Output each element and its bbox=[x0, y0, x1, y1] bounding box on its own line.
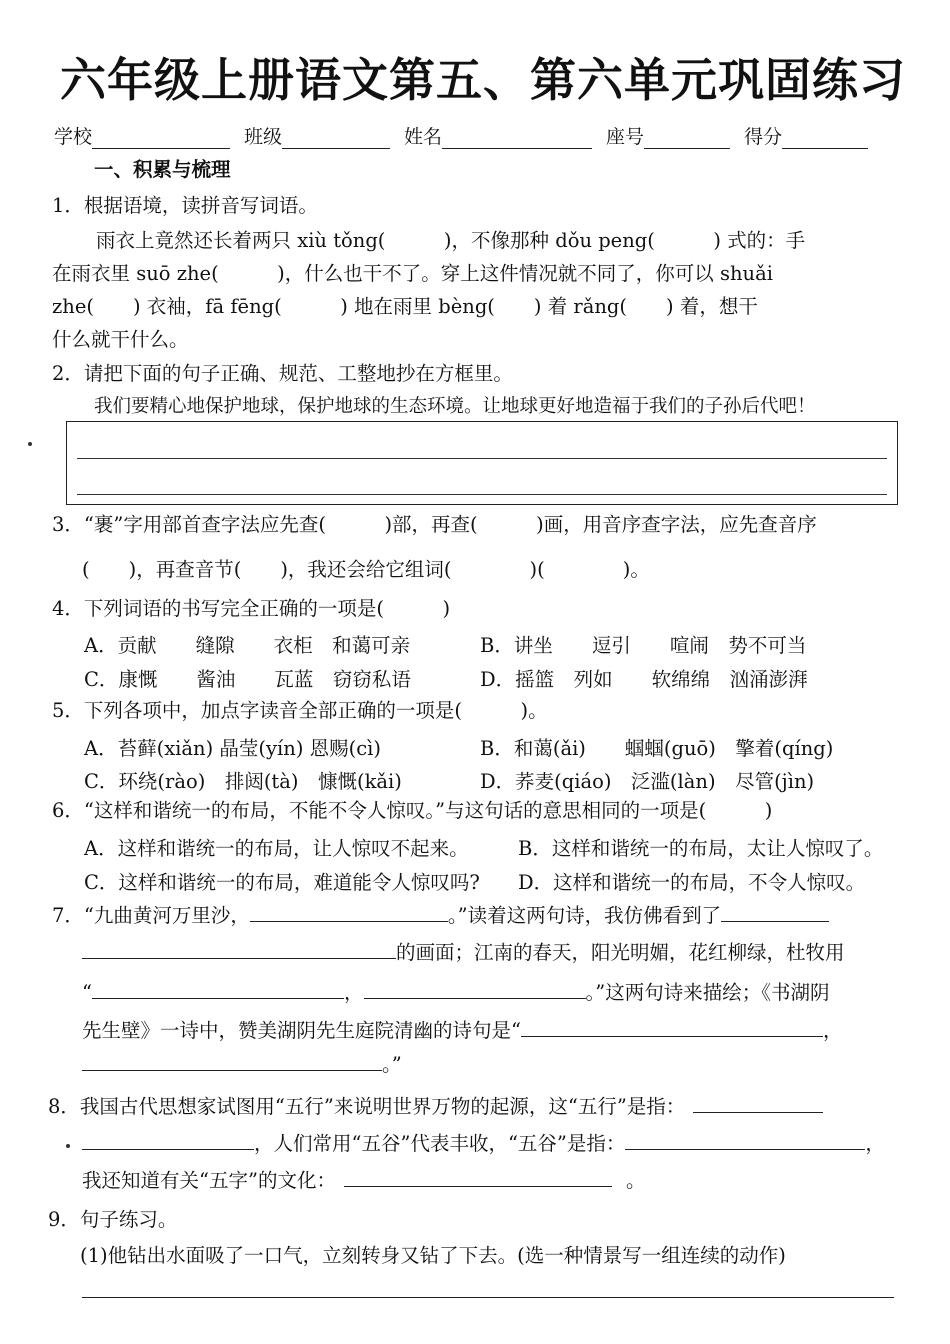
q1-line-1: 雨衣上竟然还长着两只 xiù tǒng( )，不像那种 dǒu peng( ) 式的：手 bbox=[96, 229, 806, 252]
q2-stem: 2．请把下面的句子正确、规范、工整地抄在方框里。 bbox=[52, 362, 513, 385]
seat-field[interactable] bbox=[644, 130, 730, 149]
q9-stem: 9．句子练习。 bbox=[48, 1208, 178, 1231]
q5-stem: 5．下列各项中，加点字读音全部正确的一项是( )。 bbox=[52, 699, 548, 722]
q3-line-1: 3．“裹”字用部首查字法应先查( )部，再查( )画，用音序查字法，应先查音序 bbox=[52, 513, 817, 536]
q5-option-d[interactable]: D．荞麦(qiáo) 泛滥(làn) 尽管(jìn) bbox=[480, 770, 815, 793]
copy-box[interactable] bbox=[66, 421, 898, 505]
margin-dot-2 bbox=[66, 1144, 70, 1148]
q7-text-3a: “ bbox=[82, 981, 92, 1004]
q8-line-2 bbox=[82, 1131, 932, 1155]
q7-blank-4[interactable] bbox=[92, 980, 344, 999]
student-info-row bbox=[54, 122, 904, 149]
q7-text-2: 的画面；江南的春天，阳光明媚，花红柳绿，杜牧用 bbox=[396, 941, 845, 964]
q9-answer-line[interactable] bbox=[82, 1297, 894, 1298]
q7-text-1a: 7．“九曲黄河万里沙， bbox=[52, 904, 250, 927]
q7-text-4b: ， bbox=[822, 1019, 843, 1042]
q7-text-3c: 。”这两句诗来描绘；《书湖阴 bbox=[585, 981, 830, 1004]
q7-blank-5[interactable] bbox=[364, 980, 586, 999]
q7-line-4 bbox=[82, 1018, 932, 1042]
q7-text-4a: 先生壁》一诗中，赞美湖阴先生庭院清幽的诗句是“ bbox=[82, 1019, 521, 1042]
q7-text-1b: 。”读着这两句诗，我仿佛看到了 bbox=[447, 904, 722, 927]
q4-stem: 4．下列词语的书写完全正确的一项是( ) bbox=[52, 597, 451, 620]
q5-option-b[interactable]: B．和蔼(ǎi) 蝈蝈(guō) 擎着(qíng) bbox=[480, 737, 834, 760]
q4-option-c[interactable]: C．康慨 酱油 瓦蓝 窃窃私语 bbox=[84, 668, 411, 691]
page-title: 六年级上册语文第五、第六单元巩固练习 bbox=[60, 53, 906, 107]
q8-blank-3[interactable] bbox=[625, 1131, 865, 1150]
q7-blank-1[interactable] bbox=[250, 903, 448, 922]
q7-line-3 bbox=[82, 980, 932, 1004]
q7-blank-2[interactable] bbox=[721, 903, 829, 922]
q5-option-c[interactable]: C．环绕(rào) 排闼(tà) 慷慨(kǎi) bbox=[84, 770, 402, 793]
q8-text-3b: 。 bbox=[625, 1169, 646, 1192]
q8-text-3a: 我还知道有关“五字”的文化： bbox=[82, 1169, 336, 1192]
q6-option-d[interactable]: D．这样和谐统一的布局，不令人惊叹。 bbox=[518, 871, 866, 894]
q8-blank-2[interactable] bbox=[82, 1131, 254, 1150]
q1-line-3: zhe( ) 衣袖，fā fēng( ) 地在雨里 bèng( ) 着 rǎng( ) 着，想干 bbox=[52, 295, 758, 318]
q6-option-a[interactable]: A．这样和谐统一的布局，让人惊叹不起来。 bbox=[84, 837, 469, 860]
q4-option-a[interactable]: A．贡献 缝隙 衣柜 和蔼可亲 bbox=[84, 634, 411, 657]
q9-sentence-1: (1)他钻出水面吸了一口气，立刻转身又钻了下去。(选一种情景写一组连续的动作) bbox=[80, 1244, 786, 1267]
q7-text-3b: ， bbox=[343, 981, 364, 1004]
q7-line-2 bbox=[82, 940, 932, 964]
q2-sentence: 我们要精心地保护地球，保护地球的生态环境。让地球更好地造福于我们的子孙后代吧！ bbox=[94, 396, 816, 417]
q1-line-2: 在雨衣里 suō zhe( )，什么也干不了。穿上这件情况就不同了，你可以 shuǎi bbox=[52, 262, 773, 285]
q5-option-a[interactable]: A．苔藓(xiǎn) 晶莹(yín) 恩赐(cì) bbox=[84, 737, 382, 760]
class-label: 班级 bbox=[244, 126, 283, 148]
q8-line-1 bbox=[48, 1094, 898, 1118]
name-field[interactable] bbox=[442, 130, 592, 149]
q7-blank-7[interactable] bbox=[82, 1052, 382, 1071]
q4-option-b[interactable]: B．讲坐 逗引 喧闹 势不可当 bbox=[480, 634, 807, 657]
q8-text-2b: ， bbox=[865, 1132, 885, 1155]
q6-option-c[interactable]: C．这样和谐统一的布局，难道能令人惊叹吗? bbox=[84, 871, 480, 894]
q8-blank-1[interactable] bbox=[693, 1094, 823, 1113]
q7-line-5 bbox=[82, 1052, 932, 1076]
q1-line-4: 什么就干什么。 bbox=[52, 328, 189, 351]
class-field[interactable] bbox=[282, 130, 390, 149]
margin-dot bbox=[28, 442, 32, 446]
q1-stem: 1．根据语境，读拼音写词语。 bbox=[52, 194, 318, 217]
section-heading: 一、积累与梳理 bbox=[94, 158, 231, 181]
q8-line-3 bbox=[82, 1168, 932, 1192]
copy-line-1 bbox=[77, 458, 887, 459]
school-label: 学校 bbox=[54, 126, 93, 148]
q7-blank-3[interactable] bbox=[82, 940, 396, 959]
score-field[interactable] bbox=[782, 130, 868, 149]
score-label: 得分 bbox=[744, 126, 783, 148]
school-field[interactable] bbox=[92, 130, 230, 149]
q6-option-b[interactable]: B．这样和谐统一的布局，太让人惊叹了。 bbox=[518, 837, 884, 860]
name-label: 姓名 bbox=[404, 126, 443, 148]
q8-text-2a: ，人们常用“五谷”代表丰收，“五谷”是指： bbox=[254, 1132, 626, 1155]
q8-blank-4[interactable] bbox=[344, 1168, 612, 1187]
q6-stem: 6．“这样和谐统一的布局，不能不令人惊叹。”与这句话的意思相同的一项是( ) bbox=[52, 799, 773, 822]
copy-line-2 bbox=[77, 494, 887, 495]
q8-text-1: 8．我国古代思想家试图用“五行”来说明世界万物的起源，这“五行”是指： bbox=[48, 1095, 686, 1118]
q4-option-d[interactable]: D．摇篮 列如 软绵绵 汹涌澎湃 bbox=[480, 668, 808, 691]
seat-label: 座号 bbox=[606, 126, 645, 148]
q7-line-1 bbox=[52, 903, 902, 927]
q7-text-5: 。” bbox=[382, 1053, 402, 1076]
q3-line-2: ( )，再查音节( )，我还会给它组词( )( )。 bbox=[82, 558, 650, 581]
q7-blank-6[interactable] bbox=[521, 1018, 823, 1037]
